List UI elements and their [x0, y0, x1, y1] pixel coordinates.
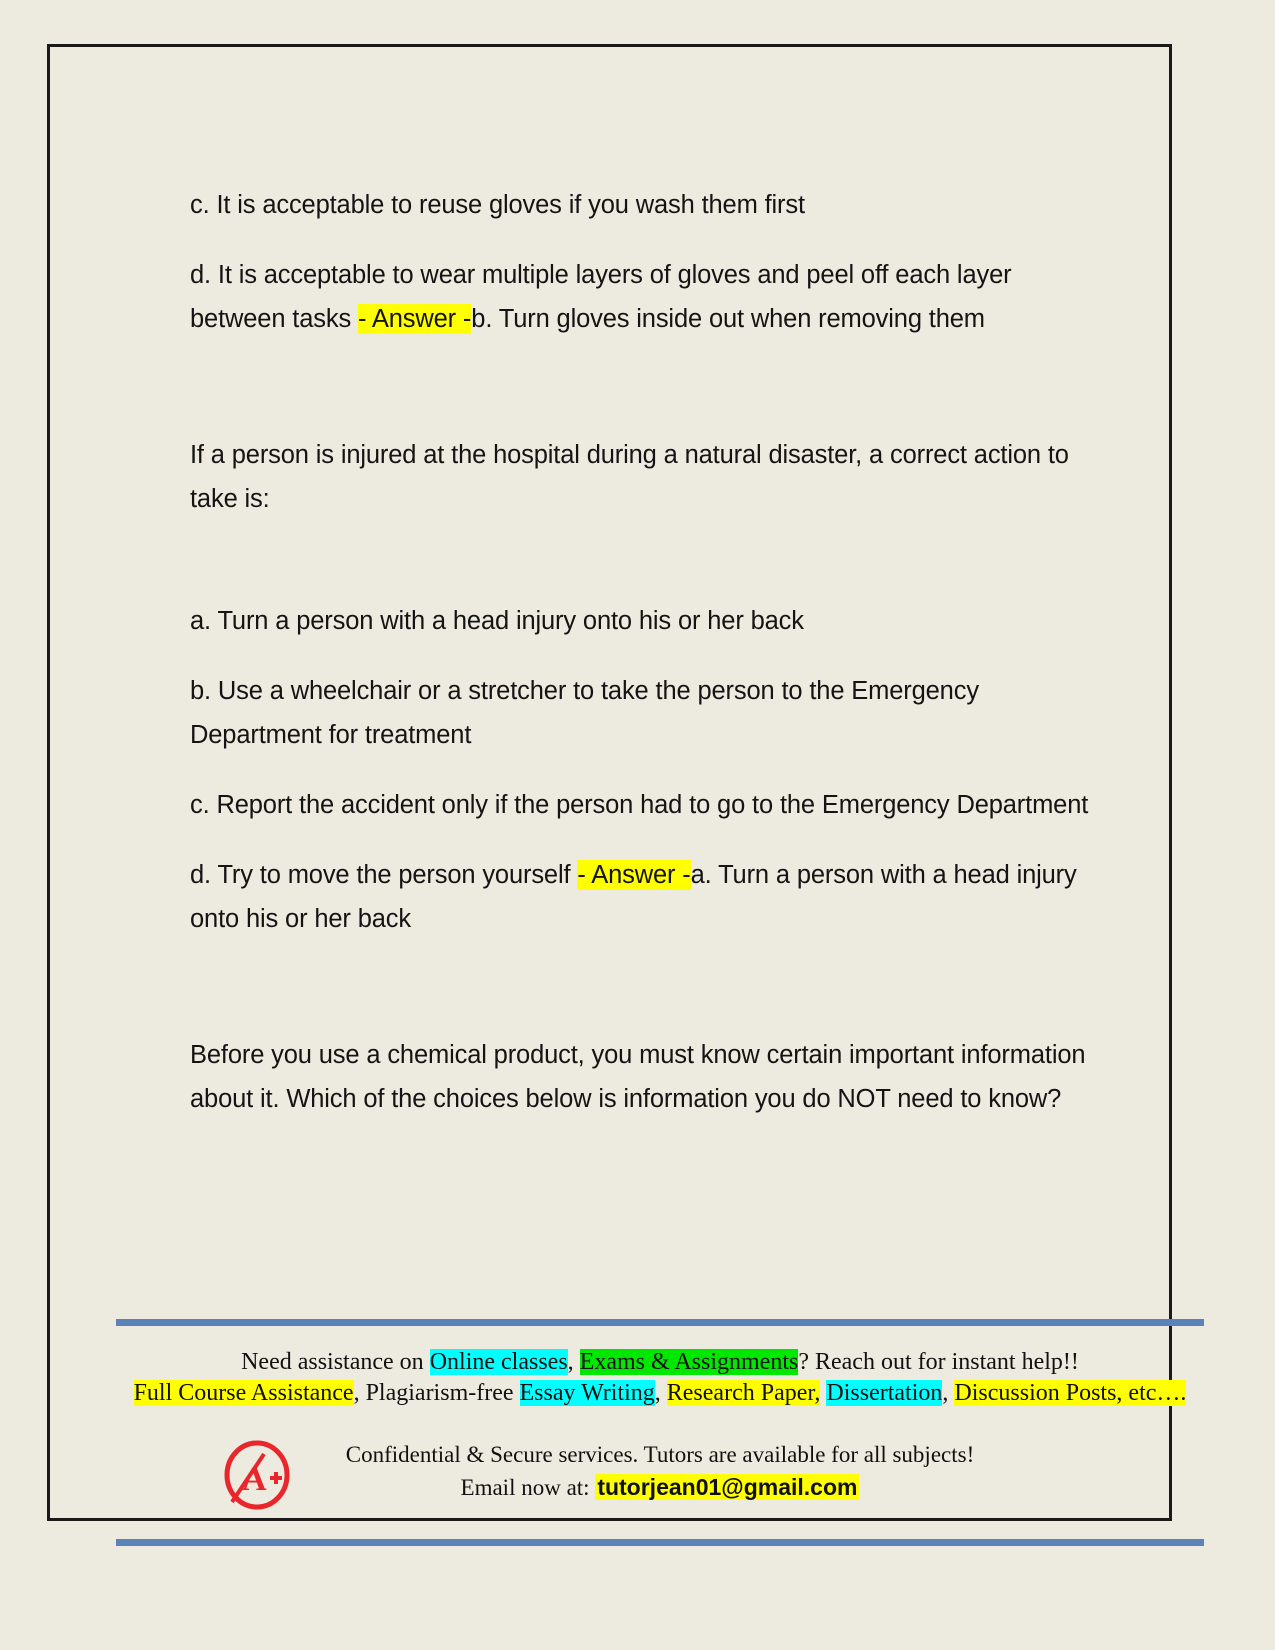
footer-l1-exams-assignments: Exams & Assignments — [579, 1349, 799, 1375]
footer-line-1 — [116, 1347, 1204, 1378]
footer-l2-seg8: , — [942, 1380, 955, 1406]
a-plus-grade-icon — [220, 1438, 294, 1512]
option-disaster-c — [190, 783, 1110, 827]
email-label: Email now at: — [460, 1475, 596, 1500]
footer-l2-research-paper: Research Paper, — [666, 1380, 821, 1406]
option-c-gloves — [190, 183, 1110, 227]
answer-2-text: a. Turn a person with a head injury onto his or her back — [190, 861, 1077, 933]
option-disaster-c-text: c. Report the accident only if the person had to go to the Emergency Department — [190, 791, 1089, 819]
footer-divider-top — [116, 1319, 1204, 1326]
option-d-gloves-with-answer — [190, 253, 1110, 341]
option-disaster-a-text: a. Turn a person with a head injury onto his or her back — [190, 607, 804, 635]
option-disaster-d-lead: d. Try to move the person yourself — [190, 861, 578, 889]
section-spacer-1 — [190, 367, 1110, 433]
email-address[interactable]: tutorjean01@gmail.com — [597, 1474, 858, 1500]
footer-l2-seg4: , — [654, 1380, 667, 1406]
option-disaster-b — [190, 669, 1110, 757]
footer-l1-online-classes: Online classes — [429, 1349, 568, 1375]
question-chemical — [190, 1033, 1110, 1121]
answer-1-text: b. Turn gloves inside out when removing them — [471, 305, 985, 333]
footer-l2-essay-writing: Essay Writing — [519, 1380, 655, 1406]
footer-l2-dissertation: Dissertation — [826, 1380, 943, 1406]
footer-divider-bottom — [116, 1539, 1204, 1546]
footer-l1-seg3: , — [567, 1349, 580, 1375]
section-spacer-3 — [190, 967, 1110, 1033]
footer-l1-seg5: ? Reach out for instant help!! — [798, 1349, 1079, 1375]
question-chemical-text: Before you use a chemical product, you must know certain important information about it. Which of the choices below is information you do NOT need to know? — [190, 1041, 1086, 1113]
answer-marker-1: - Answer - — [358, 305, 472, 333]
footer-l1-seg1: Need assistance on — [241, 1349, 430, 1375]
page-border-frame — [47, 44, 1187, 1521]
option-disaster-a — [190, 599, 1110, 643]
footer-l2-discussion-posts: Discussion Posts, etc…. — [954, 1380, 1187, 1406]
option-disaster-b-text: b. Use a wheelchair or a stretcher to take the person to the Emergency Department for treatment — [190, 677, 979, 749]
footer-l2-full-course-assistance: Full Course Assistance — [133, 1380, 354, 1406]
section-spacer-2 — [190, 547, 1110, 599]
question-disaster — [190, 433, 1110, 521]
promo-footer — [116, 1319, 1204, 1546]
footer-l2-seg2: , Plagiarism-free — [353, 1380, 520, 1406]
option-d-gloves-lead: d. It is acceptable to wear multiple layers of gloves and peel off each layer between tasks — [190, 261, 1012, 333]
svg-text:A: A — [242, 1461, 267, 1498]
footer-line-3-confidential: Confidential & Secure services. Tutors are available for all subjects! — [345, 1442, 975, 1467]
footer-body — [116, 1326, 1204, 1503]
answer-marker-2: - Answer - — [577, 861, 691, 889]
footer-line-2 — [116, 1378, 1204, 1409]
document-content — [190, 183, 1110, 1147]
option-c-gloves-text: c. It is acceptable to reuse gloves if you wash them first — [190, 191, 805, 219]
option-disaster-d-with-answer — [190, 853, 1110, 941]
question-disaster-text: If a person is injured at the hospital during a natural disaster, a correct action to take is: — [190, 441, 1069, 513]
